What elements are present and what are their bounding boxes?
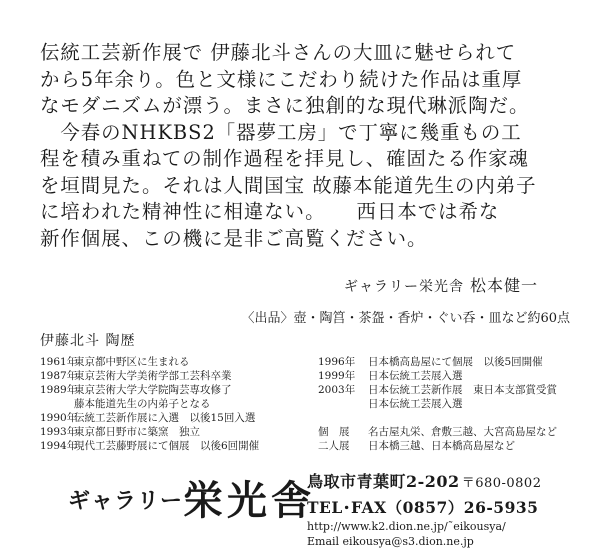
history-event: 東京芸術大学大学院陶芸専攻修了 [74,384,232,396]
history-year: 1989年 [40,384,78,396]
history-event: 東京都中野区に生まれる [74,356,190,368]
history-year: 1996年 [318,356,356,368]
history-left-column [40,355,259,453]
gallery-email[interactable]: Email eikousya@s3.dion.ne.jp [307,535,474,548]
history-year: 1993年 [40,426,78,438]
history-row [40,425,259,439]
history-event: 日本伝統工芸新作展 東日本支部賞受賞 [368,384,557,396]
signer-name: 松本健一 [469,276,538,295]
history-row [40,355,259,369]
history-year: 1961年 [40,356,78,368]
intro-line: 程を積み重ねての制作過程を拝見し、確固たる作家魂 [40,147,529,170]
history-title: 伊藤北斗 陶歴 [40,333,136,349]
history-year: 1999年 [318,370,356,382]
history-year: 1990年 [40,412,78,424]
history-event: 藤本能道先生の内弟子となる [74,398,211,410]
history-event: 東京芸術大学美術学部工芸科卒業 [74,370,232,382]
gallery-zip: 〒680-0802 [461,476,542,491]
history-event: 伝統工芸新作展に入選 以後15回入選 [74,412,256,424]
history-year: 個 展 [318,426,350,438]
signer-gallery: ギャラリー栄光舎 [343,279,464,295]
history-row [40,383,259,397]
history-row [318,383,557,397]
history-event: 現代工芸藤野展にて個展 以後6回開催 [74,440,260,452]
history-row [40,369,259,383]
history-event: 日本伝統工芸展入選 [368,398,463,410]
history-row [318,425,557,439]
intro-line: を垣間見た。それは人間国宝 故藤本能道先生の内弟子 [40,173,537,197]
address-line [307,469,541,492]
history-event: 名古屋丸栄、倉敷三越、大宮高島屋など [368,426,557,438]
history-year: 二人展 [318,440,350,452]
intro-text [40,40,580,252]
history-row [40,439,259,453]
history-event: 日本橋高島屋にて個展 以後5回開催 [368,356,543,368]
intro-line: 伝統工芸新作展で 伊藤北斗さんの大皿に魅せられて [40,41,517,64]
history-event: 東京都日野市に築窯 独立 [74,426,200,438]
history-row [40,397,259,411]
intro-line: から5年余り。色と文様にこだわり続けた作品は重厚 [40,67,523,91]
history-row [40,411,259,425]
intro-line: に培われた精神性に相違ない。 西日本では希な [40,200,500,223]
history-event: 日本橋三越、日本橋高島屋など [368,440,515,452]
gallery-prefix: ギャラリー [68,488,184,514]
history-row [318,397,557,411]
history-row [318,355,557,369]
intro-line: 今春のNHKBS2「器夢工房」で丁寧に幾重もの工 [40,120,522,144]
gallery-url[interactable]: http://www.k2.dion.ne.jp/˜eikousya/ [307,520,506,533]
signature [344,273,538,296]
exhibited-works: 〈出品〉壺・陶筥・茶盌・香炉・ぐい呑・皿など約60点 [241,311,570,326]
history-row [318,369,557,383]
history-spacer [318,411,557,425]
history-event: 日本伝統工芸展入選 [368,370,463,382]
history-year: 2003年 [318,384,356,396]
history-right-column [318,355,557,453]
gallery-tel: TEL･FAX（0857）26-5935 [307,498,539,517]
intro-line: なモダニズムが漂う。まさに独創的な現代琳派陶だ。 [40,94,530,117]
intro-line: 新作個展、この機に是非ご高覧ください。 [40,226,428,250]
history-year: 1987年 [40,370,78,382]
gallery-logo [68,469,315,526]
history-year: 1994年 [40,440,78,452]
gallery-name: 栄光舎 [183,477,316,524]
history-year [318,397,368,411]
history-year [40,397,74,411]
history-row [318,439,557,453]
gallery-contact [307,469,541,548]
gallery-address: 鳥取市青葉町2-202 [307,472,460,491]
